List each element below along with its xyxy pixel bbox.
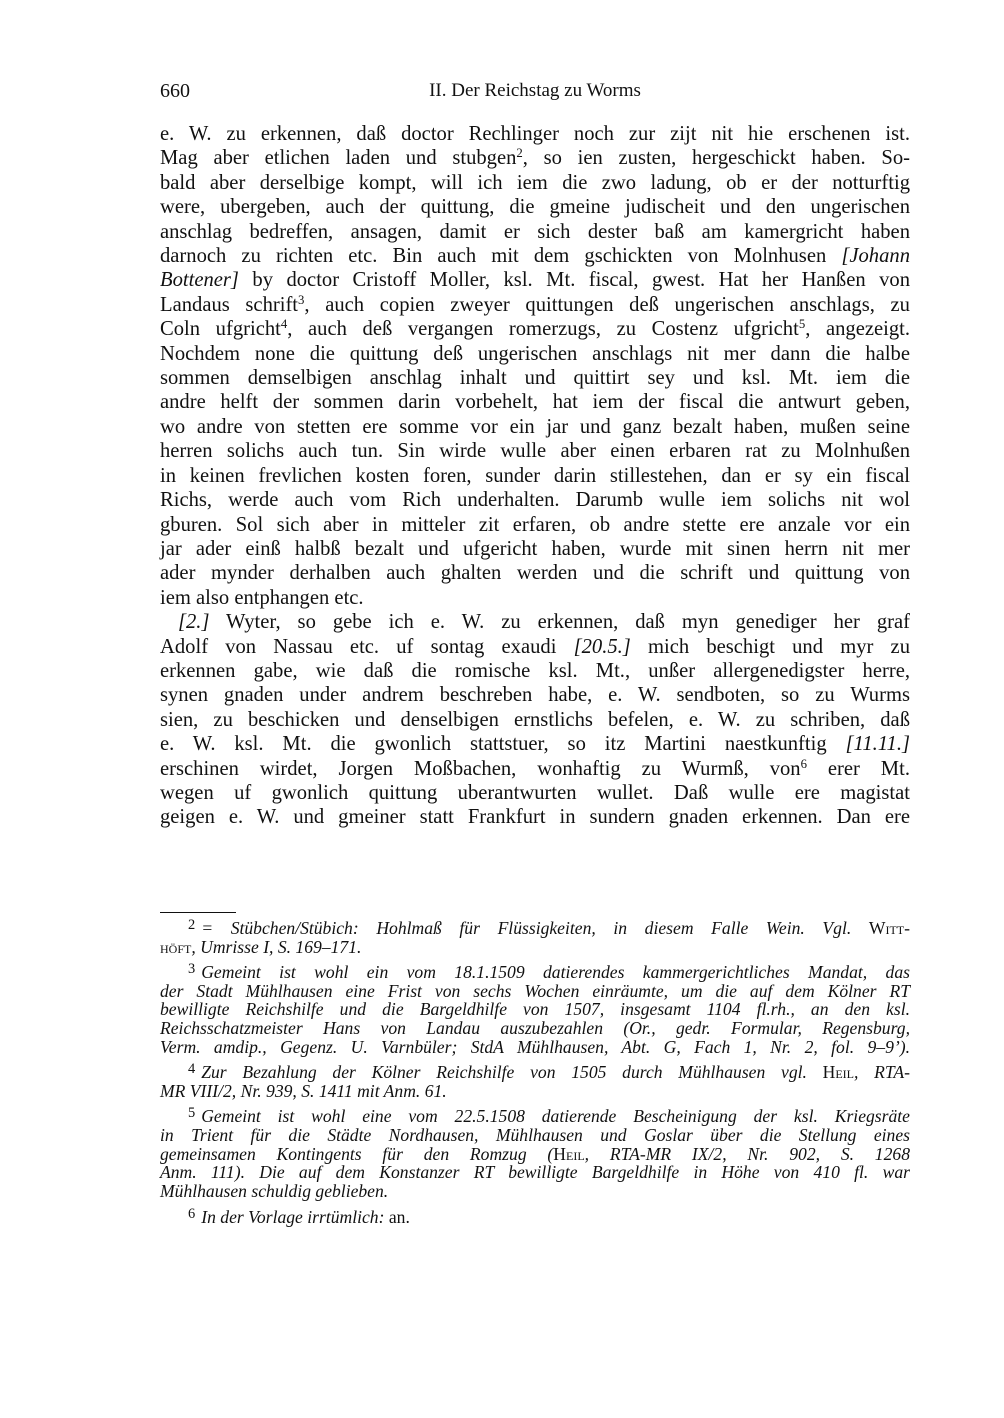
text-line: Mag aber etlichen laden und stubgen$^2$, so ien zusten, hergeschickt haben. So- xyxy=(160,146,910,170)
section-marker: [2.] xyxy=(178,611,210,634)
footnote-ref[interactable]: 6 xyxy=(800,756,807,771)
text-line: darnoch zu richten etc. Bin auch mit dem gschickten von Molnhusen [Johann xyxy=(160,245,910,268)
text-line: Richs, werde auch vom Rich underhalten. Darumb wulle iem solichs nit wol xyxy=(160,489,910,512)
running-title: II. Der Reichstag zu Worms xyxy=(429,80,641,101)
text-line: sommen demselbigen anschlag inhalt und quittirt sey und ksl. Mt. iem die xyxy=(160,367,910,390)
text-line: ader mynder derhalben auch ghalten werden und die schrift und quittung von xyxy=(160,562,910,585)
date-annotation: [11.11.] xyxy=(845,733,910,756)
text-line: e. W. zu erkennen, daß doctor Rechlinger noch zur zijt nit hie erschenen ist. xyxy=(160,123,910,145)
text-line: Coln ufgricht$^4$, auch deß vergangen romerzugs, zu Costenz ufgricht$^5$, angezeigt. xyxy=(160,317,911,341)
text-line: iem also entphangen etc. xyxy=(160,586,364,609)
text-line: Landaus schrift$^3$, auch copien zweyer quittungen deß ungerischen anschlags, zu xyxy=(160,292,910,316)
text-line: Nochdem none die quittung deß ungerischen anschlags nit mer dann die halbe xyxy=(160,342,910,365)
text-line: e. W. ksl. Mt. die gwonlich stattstuer, so itz Martini naestkunftig [11.11.] xyxy=(160,733,910,756)
footnote-rule xyxy=(160,912,236,913)
text-line: bald aber derselbige kompt, will ich iem die zwo ladung, ob er der notturftig xyxy=(160,171,910,194)
footnote-4: $^4$ Zur Bezahlung der Kölner Reichshilfe von 1505 durch Mühlhausen vgl. Heil, RTA- MR VIII/2, Nr. 939, S. 1411 mit Anm. 61. xyxy=(160,1061,910,1101)
footnote-ref[interactable]: 2 xyxy=(516,146,523,161)
editorial-insertion: Bottener] xyxy=(160,269,239,292)
author-name: höft xyxy=(160,936,192,957)
text-line: wegen uf gwonlich quittung uberantwurten wullet. Daß wulle ere magistat xyxy=(160,781,910,804)
author-name: Witt- xyxy=(868,918,910,939)
page-number: 660 xyxy=(160,80,190,102)
text-line: herren solichs auch tun. Sin wirde wulle aber einen erbaren rat zu Molnhußen xyxy=(160,440,910,463)
text-line: erkennen gabe, wie daß die romische ksl. Mt., unßer allergenedigster herre, xyxy=(160,659,910,682)
text-line: anschlag bedreffen, ansagen, damit er sich dester baß am kamergricht haben xyxy=(160,220,910,243)
running-head xyxy=(160,80,910,106)
date-annotation: [20.5.] xyxy=(573,635,631,658)
editorial-insertion: [Johann xyxy=(841,245,910,268)
footnote-ref[interactable]: 3 xyxy=(298,292,305,307)
text-line: synen gnaden under andrem beschreben habe, e. W. sendboten, so zu Wurms xyxy=(160,684,910,707)
text-line: were, ubergeben, auch der quittung, die gmeine judischeit und den ungerischen xyxy=(160,196,910,219)
footnote-ref[interactable]: 4 xyxy=(280,317,288,332)
body-text xyxy=(160,122,910,830)
footnote-3: $^3$ Gemeint ist wohl ein vom 18.1.1509 datierendes kammergerichtliches Mandat, das der Stadt Mühlhausen eine Frist von sechs Wochen einräumte, um die auf dem Kölner RT bewilligte Reichshilfe und die Bargeldhilfe von 1507, insgesamt 1104 fl.rh., an den ksl. Reichsschatzmeister Hans von Landau auszubezahlen (Or., gedr. Formular, Regensburg, Verm. amdip., Gegenz. U. Varnbüler; StdA Mühlhausen, Abt. G, Fach 1, Nr. 2, fol. 9–9’). xyxy=(160,961,910,1057)
author-name: Heil xyxy=(822,1062,855,1083)
text-line: andre helft der sommen darin vorbehelt, hat iem der fiscal die antwurt geben, xyxy=(160,391,910,414)
footnote-5: $^5$ Gemeint ist wohl eine vom 22.5.1508 datierende Bescheinigung der ksl. Kriegsräte in Trient für die Städte Nordhausen, Mühlhausen und Goslar über die Stellung eines gemeinsamen Kontingents für den Romzug (Heil, RTA-MR IX/2, Nr. 902, S. 1268 Anm. 111). Die auf dem Konstanzer RT bewilligte Bargeldhilfe in Höhe von 410 fl. war Mühlhausen schuldig geblieben. xyxy=(160,1105,910,1201)
text-line: erschinen wirdet, Jorgen Moßbachen, wonhaftig zu Wurmß, von$^6$ erer Mt. xyxy=(160,756,910,780)
text-line: sien, zu beschicken und denselbigen ernstlichs befelen, e. W. zu schriben, daß xyxy=(160,708,910,731)
text-line: jar ader einß halbß bezalt und ufgericht haben, wurde mit sinen herrn nit mer xyxy=(160,537,910,560)
paragraph-2 xyxy=(160,610,910,830)
text-line: [2.] Wyter, so gebe ich e. W. zu erkennen, daß myn genediger her graf xyxy=(178,611,910,634)
footnote-number: 3 xyxy=(188,961,196,978)
footnote-number: 4 xyxy=(188,1061,196,1078)
text-line: Adolf von Nassau etc. uf sontag exaudi [20.5.] mich beschigt und myr zu xyxy=(160,635,910,658)
footnote-ref[interactable]: 5 xyxy=(798,317,806,332)
text-line: geigen e. W. und gmeiner statt Frankfurt in sundern gnaden erkennen. Dan ere xyxy=(160,806,910,829)
text-line: gburen. Sol sich aber in mitteler zit erfaren, ob andre stette ere anzale vor ein xyxy=(160,513,910,536)
footnotes xyxy=(160,916,910,1230)
footnote-number: 2 xyxy=(188,917,196,933)
paragraph-1 xyxy=(160,122,910,610)
footnote-number: 6 xyxy=(188,1205,196,1222)
author-name: Heil xyxy=(553,1143,585,1164)
text-line: wo andre von stetten ere somme vor ein jar und ganz bezalt haben, mußen seine xyxy=(160,415,910,438)
footnote-2: $^2$ = Stübchen/Stübich: Hohlmaß für Flüssigkeiten, in diesem Falle Wein. Vgl. Witt- höft, Umrisse I, S. 169–171. xyxy=(160,917,910,957)
footnote-6: $^6$ In der Vorlage irrtümlich: an. xyxy=(188,1205,410,1227)
text-line: Bottener] by doctor Cristoff Moller, ksl. Mt. fiscal, gwest. Hat her Hanßen von xyxy=(160,269,910,292)
text-line: in keinen frevlichen kosten foren, sunder darin stillestehen, dan er sy ein fiscal xyxy=(160,464,910,487)
footnote-number: 5 xyxy=(188,1105,196,1122)
